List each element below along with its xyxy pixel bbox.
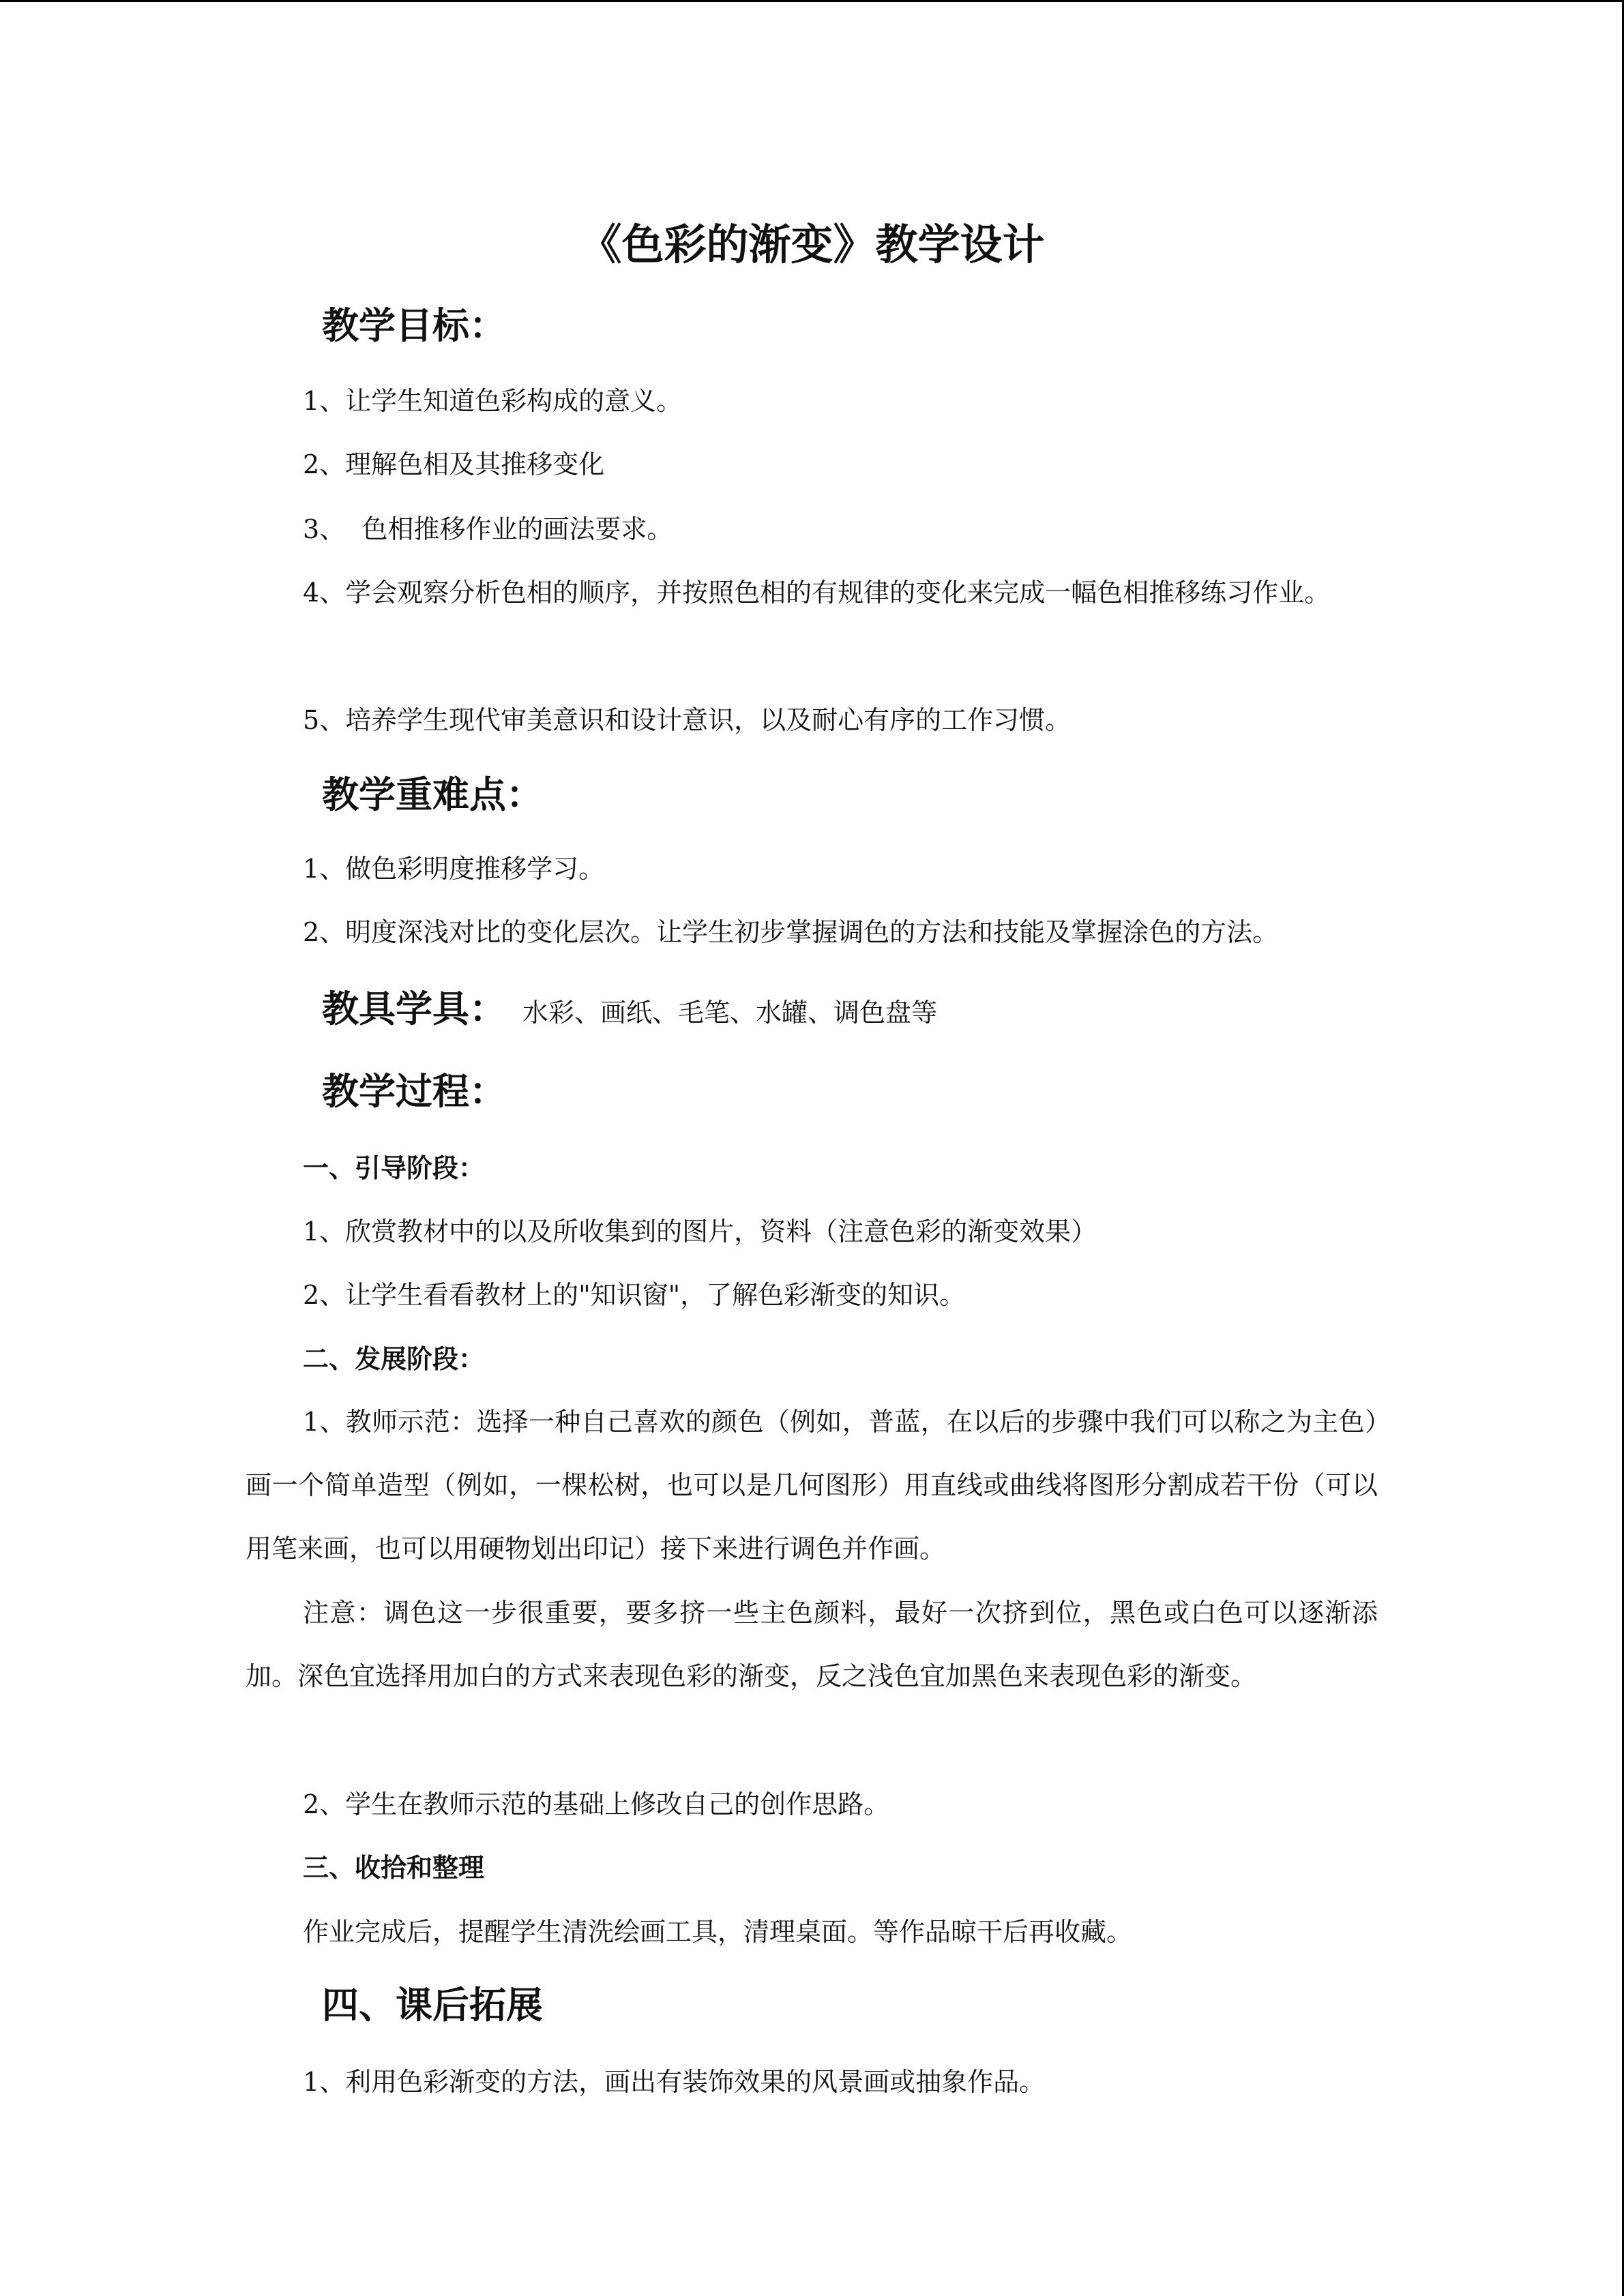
stage3-text: 作业完成后，提醒学生清洗绘画工具，清理桌面。等作品晾干后再收藏。 — [303, 1917, 1133, 1947]
tools-heading: 教具学具： — [322, 987, 506, 1030]
objective-item-3: 3、 色相推移作业的画法要求。 — [303, 514, 673, 544]
stage2-note: 注意：调色这一步很重要，要多挤一些主色颜料，最好一次挤到位，黑色或白色可以逐渐添加。深色宜选择用加白的方式来表现色彩的渐变，反之浅色宜加黑色来表现色彩的渐变。 — [246, 1598, 1378, 1691]
stage3-heading: 三、收拾和整理 — [303, 1853, 485, 1883]
stage2-heading: 二、发展阶段： — [303, 1344, 485, 1374]
process-heading: 教学过程： — [322, 1070, 506, 1113]
key-point-item-1: 1、做色彩明度推移学习。 — [303, 854, 605, 884]
objective-item-2: 2、理解色相及其推移变化 — [303, 449, 605, 479]
objectives-heading: 教学目标： — [322, 304, 506, 347]
stage1-item-2: 2、让学生看看教材上的"知识窗"，了解色彩渐变的知识。 — [303, 1280, 966, 1310]
extension-heading: 四、课后拓展 — [322, 1984, 543, 2027]
stage1-item-1: 1、欣赏教材中的以及所收集到的图片，资料（注意色彩的渐变效果） — [303, 1217, 1097, 1247]
objective-item-5: 5、培养学生现代审美意识和设计意识，以及耐心有序的工作习惯。 — [303, 705, 1072, 735]
tools-text: 水彩、画纸、毛笔、水罐、调色盘等 — [522, 998, 938, 1028]
document-title: 《色彩的渐变》教学设计 — [579, 220, 1045, 269]
stage2-item-2: 2、学生在教师示范的基础上修改自己的创作思路。 — [303, 1789, 890, 1819]
objective-item-1: 1、让学生知道色彩构成的意义。 — [303, 386, 683, 416]
key-point-item-2: 2、明度深浅对比的变化层次。让学生初步掌握调色的方法和技能及掌握涂色的方法。 — [303, 917, 1279, 947]
objective-item-4: 4、学会观察分析色相的顺序，并按照色相的有规律的变化来完成一幅色相推移练习作业。 — [303, 578, 1331, 608]
tools-heading-row — [322, 985, 937, 1037]
extension-item-1: 1、利用色彩渐变的方法，画出有装饰效果的风景画或抽象作品。 — [303, 2067, 1046, 2097]
key-points-heading: 教学重难点： — [322, 773, 543, 816]
stage2-demo: 1、教师示范：选择一种自己喜欢的颜色（例如，普蓝，在以后的步骤中我们可以称之为主色）画一个简单造型（例如，一棵松树，也可以是几何图形）用直线或曲线将图形分割成若干份（可以用笔来画，也可以用硬物划出印记）接下来进行调色并作画。 — [246, 1407, 1378, 1564]
stage1-heading: 一、引导阶段： — [303, 1153, 485, 1183]
